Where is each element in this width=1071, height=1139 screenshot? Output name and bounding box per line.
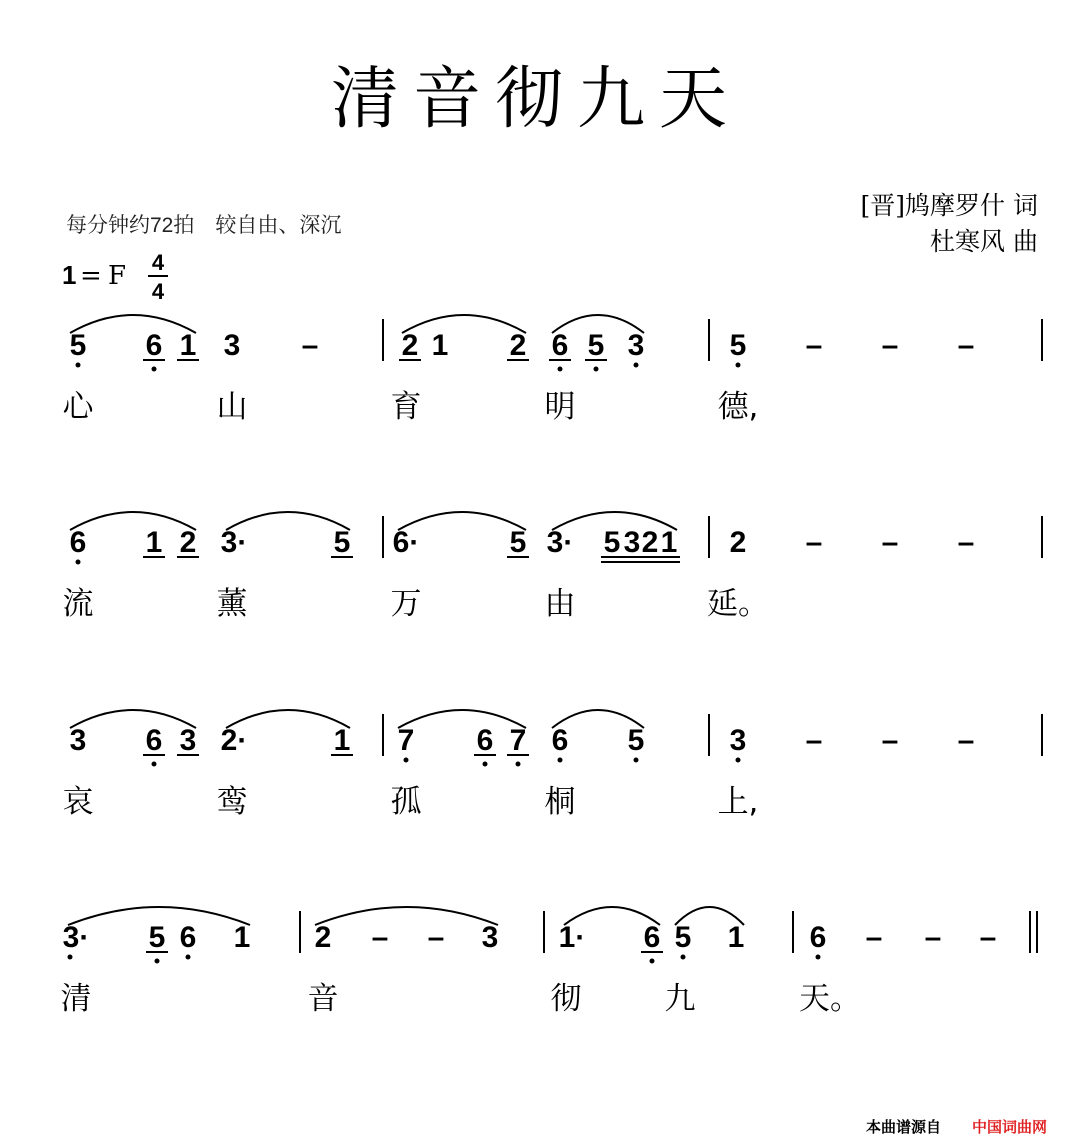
lyricist-credit: [晋]鸠摩罗什 词	[860, 191, 1038, 220]
note: 5	[509, 526, 527, 559]
dash-note: –	[805, 329, 823, 362]
note: 2	[641, 526, 659, 559]
note: 1·	[558, 921, 586, 954]
note: 2	[314, 921, 332, 954]
slur	[315, 907, 498, 925]
dash-note: –	[957, 724, 975, 757]
lyric: 清	[60, 981, 92, 1017]
lyric: 延。	[707, 586, 769, 622]
note: 6	[145, 724, 163, 757]
lyric: 育	[390, 389, 422, 425]
octave-dot-low	[155, 959, 160, 964]
note: 5	[729, 329, 747, 362]
note: 2	[401, 329, 419, 362]
lyric: 流	[62, 586, 94, 622]
note: 2	[179, 526, 197, 559]
lyric: 桐	[544, 784, 576, 820]
lyric: 九	[664, 981, 696, 1017]
note: 3	[729, 724, 747, 757]
lyric: 哀	[62, 784, 94, 820]
key-name: F	[108, 261, 127, 291]
lyric: 由	[544, 586, 576, 622]
note: 7	[397, 724, 415, 757]
slur	[398, 710, 526, 728]
score-line-1	[63, 315, 1043, 425]
lyric: 鸾	[216, 784, 248, 820]
slur	[70, 710, 196, 728]
note: 1	[431, 329, 449, 362]
octave-dot-low	[558, 367, 563, 372]
dash-note: –	[805, 526, 823, 559]
note: 1	[145, 526, 163, 559]
octave-dot-low	[681, 955, 686, 960]
note: 6	[476, 724, 494, 757]
note: 1	[727, 921, 745, 954]
octave-dot-low	[76, 363, 81, 368]
note: 3	[179, 724, 197, 757]
lyric: 音	[307, 981, 339, 1017]
dash-note: –	[881, 526, 899, 559]
source-label: 本曲谱源自	[866, 1119, 942, 1136]
octave-dot-low	[516, 762, 521, 767]
lyric: 薰	[216, 586, 248, 622]
dash-note: –	[371, 921, 389, 954]
note: 7	[509, 724, 527, 757]
dash-note: –	[865, 921, 883, 954]
note: 3·	[220, 526, 248, 559]
octave-dot-low	[736, 758, 741, 763]
source-site-link[interactable]: 中国词曲网	[972, 1119, 1048, 1136]
note: 6	[551, 329, 569, 362]
octave-dot-low	[634, 363, 639, 368]
note: 6	[69, 526, 87, 559]
octave-dot-low	[186, 955, 191, 960]
note: 6	[179, 921, 197, 954]
note: 5	[603, 526, 621, 559]
octave-dot-low	[816, 955, 821, 960]
octave-dot-low	[650, 959, 655, 964]
note: 1	[333, 724, 351, 757]
key-equals: =	[80, 261, 102, 291]
note: 3	[223, 329, 241, 362]
note: 3·	[546, 526, 574, 559]
note: 2·	[220, 724, 248, 757]
note: 5	[69, 329, 87, 362]
note: 6	[809, 921, 827, 954]
lyric: 天。	[799, 981, 861, 1017]
note: 5	[333, 526, 351, 559]
lyric: 明	[544, 389, 576, 425]
note: 3	[627, 329, 645, 362]
note: 1	[660, 526, 678, 559]
octave-dot-low	[404, 758, 409, 763]
note: 1	[233, 921, 251, 954]
octave-dot-low	[634, 758, 639, 763]
key-do-digit: 1	[62, 260, 77, 290]
note: 5	[627, 724, 645, 757]
lyric: 德,	[717, 389, 759, 425]
dash-note: –	[881, 724, 899, 757]
note: 5	[587, 329, 605, 362]
score-line-4	[61, 907, 1038, 1017]
octave-dot-low	[152, 762, 157, 767]
dash-note: –	[881, 329, 899, 362]
octave-dot-low	[68, 955, 73, 960]
octave-dot-low	[736, 363, 741, 368]
dash-note: –	[957, 329, 975, 362]
score-line-2	[63, 512, 1043, 622]
tempo-marking: 每分钟约72拍 较自由、深沉	[66, 214, 342, 237]
octave-dot-low	[76, 560, 81, 565]
slur	[70, 315, 196, 333]
dash-note: –	[979, 921, 997, 954]
lyric: 山	[216, 389, 248, 425]
score-lines	[61, 315, 1043, 1017]
song-title: 清音彻九天	[330, 60, 742, 139]
dash-note: –	[924, 921, 942, 954]
octave-dot-low	[594, 367, 599, 372]
note: 1	[179, 329, 197, 362]
slur	[402, 315, 526, 333]
time-signature-top: 4	[151, 250, 165, 275]
slur	[70, 512, 196, 530]
score-line-3	[63, 710, 1043, 820]
lyric: 万	[390, 586, 422, 622]
note: 3	[69, 724, 87, 757]
note: 5	[148, 921, 166, 954]
dash-note: –	[427, 921, 445, 954]
note: 6	[145, 329, 163, 362]
octave-dot-low	[152, 367, 157, 372]
note: 3·	[62, 921, 90, 954]
note: 6·	[392, 526, 420, 559]
lyric: 彻	[550, 981, 582, 1017]
time-signature-bottom: 4	[151, 279, 165, 304]
lyric: 心	[62, 389, 94, 425]
dash-note: –	[957, 526, 975, 559]
note: 3	[481, 921, 499, 954]
lyric: 上,	[717, 784, 759, 820]
lyric: 孤	[390, 784, 422, 820]
note: 3	[623, 526, 641, 559]
composer-credit: 杜寒风 曲	[930, 227, 1038, 256]
key-signature	[62, 250, 168, 304]
note: 6	[551, 724, 569, 757]
dash-note: –	[805, 724, 823, 757]
note: 6	[643, 921, 661, 954]
dash-note: –	[301, 329, 319, 362]
octave-dot-low	[483, 762, 488, 767]
note: 2	[509, 329, 527, 362]
note: 5	[674, 921, 692, 954]
note: 2	[729, 526, 747, 559]
octave-dot-low	[558, 758, 563, 763]
